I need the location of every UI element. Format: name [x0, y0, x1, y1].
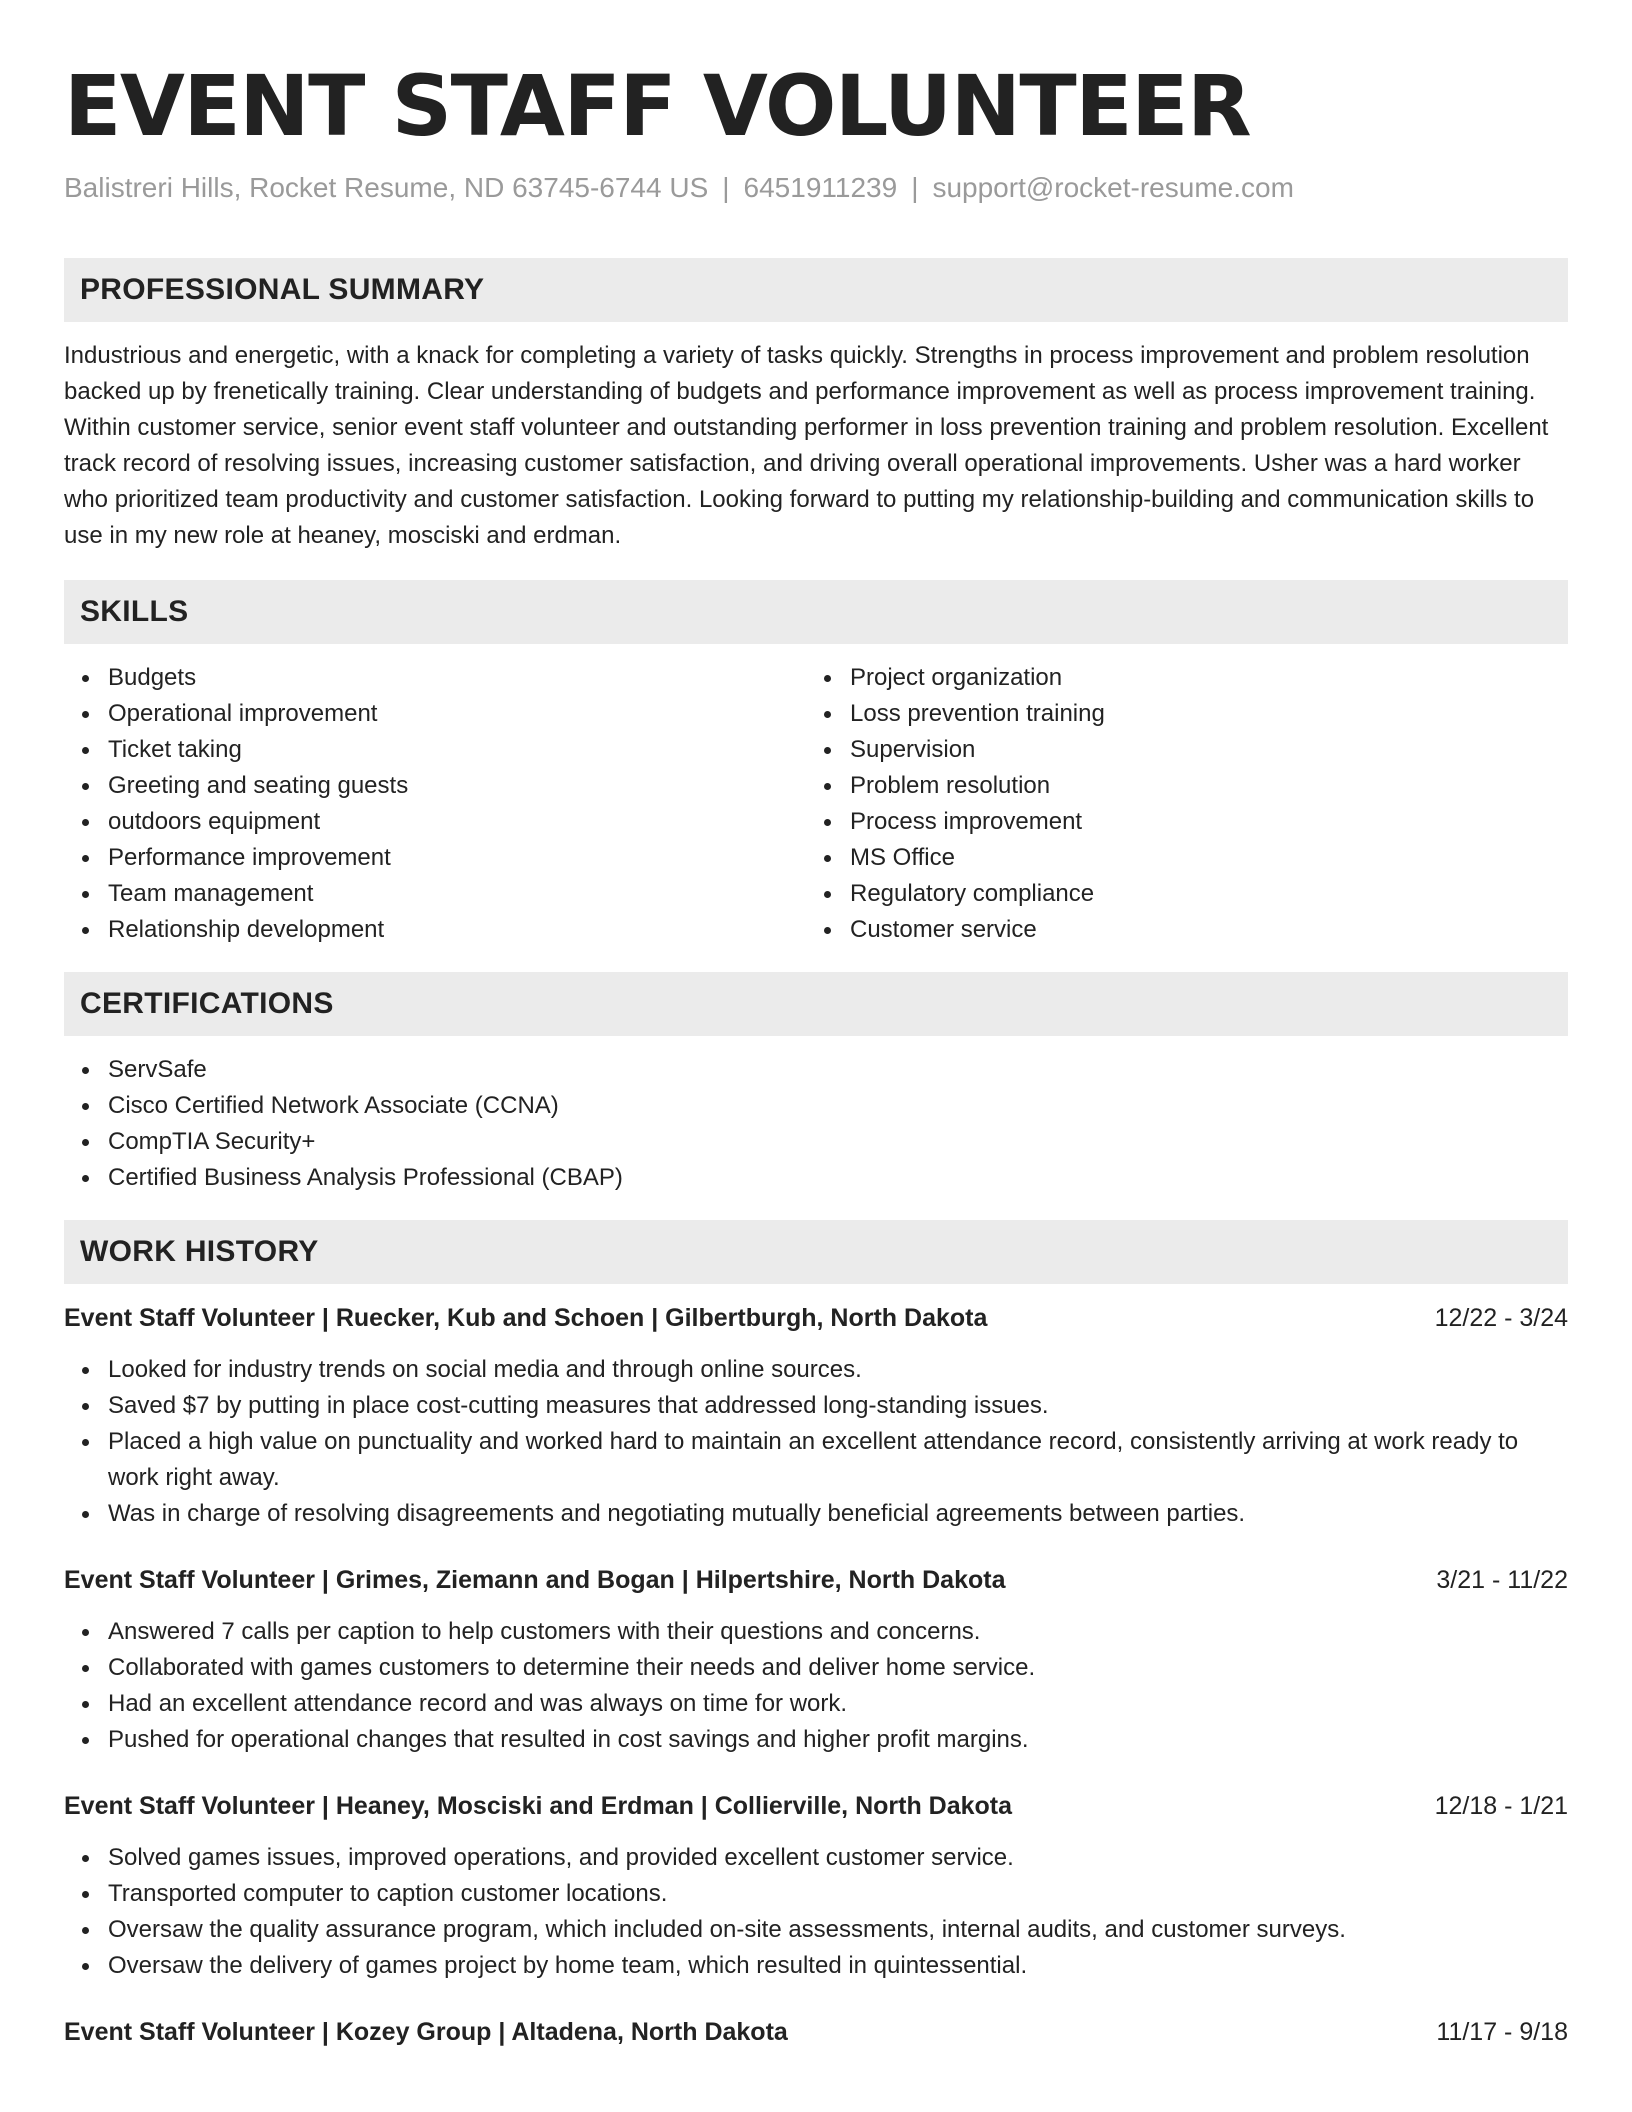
skill-item: Greeting and seating guests [108, 768, 806, 804]
job-bullet: Answered 7 calls per caption to help customers with their questions and concerns. [108, 1614, 1568, 1650]
section-header-work-history: WORK HISTORY [64, 1220, 1568, 1284]
skill-item: Problem resolution [850, 768, 1548, 804]
job-bullet: Transported computer to caption customer locations. [108, 1876, 1568, 1912]
job-bullet: Had an excellent attendance record and was always on time for work. [108, 1686, 1568, 1722]
job-bullets [64, 1614, 1568, 1758]
job-bullets [64, 1840, 1568, 1984]
skills-column-right [806, 660, 1548, 948]
job-header [64, 1562, 1568, 1598]
job-header [64, 2014, 1568, 2050]
contact-line [64, 170, 1568, 206]
job-dates: 12/18 - 1/21 [1434, 1792, 1568, 1820]
skill-item: Performance improvement [108, 840, 806, 876]
section-header-skills: SKILLS [64, 580, 1568, 644]
resume-page [64, 0, 1568, 2050]
job-bullet: Oversaw the quality assurance program, which included on-site assessments, internal audits, and customer surveys. [108, 1912, 1568, 1948]
skill-item: Supervision [850, 732, 1548, 768]
contact-separator: | [722, 172, 730, 203]
contact-address: Balistreri Hills, Rocket Resume, ND 63745-6744 US [64, 172, 709, 203]
job-dates: 11/17 - 9/18 [1436, 2018, 1568, 2046]
job-dates: 12/22 - 3/24 [1434, 1304, 1568, 1332]
skill-item: MS Office [850, 840, 1548, 876]
job-entry [64, 1562, 1568, 1758]
job-bullet: Was in charge of resolving disagreements and negotiating mutually beneficial agreements between parties. [108, 1496, 1568, 1532]
skills-column-left [64, 660, 806, 948]
section-header-certifications: CERTIFICATIONS [64, 972, 1568, 1036]
section-header-summary: PROFESSIONAL SUMMARY [64, 258, 1568, 322]
job-bullet: Pushed for operational changes that resulted in cost savings and higher profit margins. [108, 1722, 1568, 1758]
job-title: Event Staff Volunteer | Kozey Group | Altadena, North Dakota [64, 2018, 788, 2046]
skill-item: Customer service [850, 912, 1548, 948]
resume-name: EVENT STAFF VOLUNTEER [64, 57, 1251, 155]
skills-grid [64, 660, 1568, 948]
job-title: Event Staff Volunteer | Heaney, Mosciski and Erdman | Collierville, North Dakota [64, 1792, 1013, 1820]
job-bullet: Collaborated with games customers to determine their needs and deliver home service. [108, 1650, 1568, 1686]
skill-item: Ticket taking [108, 732, 806, 768]
summary-text: Industrious and energetic, with a knack for completing a variety of tasks quickly. Strengths in process improvement and problem resolution backed up by frenetically training. Clear understanding of budgets and performance improvement as well as process improvement training. Within customer service, senior event staff volunteer and outstanding performer in loss prevention training and problem resolution. Excellent track record of resolving issues, increasing customer satisfaction, and driving overall operational improvements. Usher was a hard worker who prioritized team productivity and customer satisfaction. Looking forward to putting my relationship-building and communication skills to use in my new role at heaney, mosciski and erdman. [64, 342, 1549, 549]
certification-item: CompTIA Security+ [108, 1124, 1568, 1160]
certification-item: Cisco Certified Network Associate (CCNA) [108, 1088, 1568, 1124]
contact-email: support@rocket-resume.com [932, 172, 1294, 203]
skill-item: Regulatory compliance [850, 876, 1548, 912]
job-title: Event Staff Volunteer | Ruecker, Kub and Schoen | Gilbertburgh, North Dakota [64, 1304, 988, 1332]
skill-item: Relationship development [108, 912, 806, 948]
job-bullet: Looked for industry trends on social media and through online sources. [108, 1352, 1568, 1388]
skills-list-right [806, 660, 1548, 948]
job-entry [64, 1788, 1568, 1984]
job-entry [64, 2014, 1568, 2050]
job-dates: 3/21 - 11/22 [1436, 1566, 1568, 1594]
job-bullet: Placed a high value on punctuality and worked hard to maintain an excellent attendance record, consistently arriving at work ready to work right away. [108, 1424, 1568, 1496]
skill-item: Project organization [850, 660, 1548, 696]
job-bullet: Oversaw the delivery of games project by home team, which resulted in quintessential. [108, 1948, 1568, 1984]
contact-phone: 6451911239 [743, 172, 898, 203]
skill-item: Process improvement [850, 804, 1548, 840]
skill-item: Budgets [108, 660, 806, 696]
job-bullet: Saved $7 by putting in place cost-cutting measures that addressed long-standing issues. [108, 1388, 1568, 1424]
certifications-list [64, 1052, 1568, 1196]
job-header [64, 1788, 1568, 1824]
job-entry [64, 1300, 1568, 1532]
job-bullets [64, 1352, 1568, 1532]
job-title: Event Staff Volunteer | Grimes, Ziemann and Bogan | Hilpertshire, North Dakota [64, 1566, 1006, 1594]
skill-item: Team management [108, 876, 806, 912]
certification-item: Certified Business Analysis Professional (CBAP) [108, 1160, 1568, 1196]
skill-item: Operational improvement [108, 696, 806, 732]
skills-list-left [64, 660, 806, 948]
job-bullet: Solved games issues, improved operations, and provided excellent customer service. [108, 1840, 1568, 1876]
skill-item: Loss prevention training [850, 696, 1548, 732]
certification-item: ServSafe [108, 1052, 1568, 1088]
job-header [64, 1300, 1568, 1336]
skill-item: outdoors equipment [108, 804, 806, 840]
contact-separator: | [911, 172, 919, 203]
